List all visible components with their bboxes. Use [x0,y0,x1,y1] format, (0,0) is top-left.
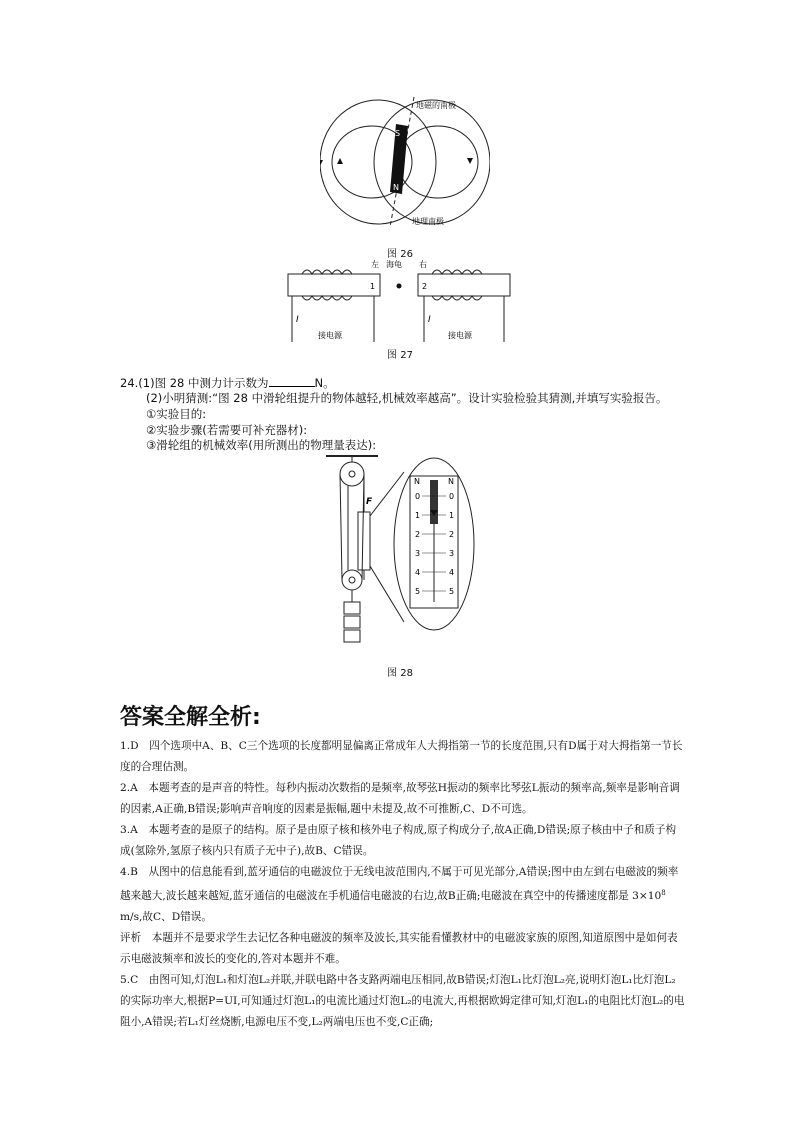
scale-label-right-2: 2 [449,530,455,539]
scale-label-left-2: 2 [415,530,421,539]
power-label-right: 接电源 [448,331,472,340]
current-label-right: I [428,315,431,325]
figure-28 [318,452,484,656]
answer-4-tail: m/s,故C、D错误。 [120,911,212,923]
scale-label-right-1: 1 [449,511,455,520]
turtle-label: 海龟 [386,260,402,269]
answer-4-note: 评析 本题并不是要求学生去记忆各种电磁波的频率及波长,其实能看懂教材中的电磁波家族的原图,知道原图中是如何表示电磁波频率和波长的变化的,答对本题并不难。 [120,932,678,965]
pole-n-label: N [393,183,399,192]
answer-block [120,736,685,1033]
left-label: 左 [371,260,379,269]
scale-label-left-5: 5 [415,587,421,596]
question-24-line2: (2)小明猜测:“图 28 中滑轮组提升的物体越轻,机械效率越高”。设计实验检验其猜测,并填写实验报告。 [146,391,668,405]
geomagnetic-south-label: 地磁的南极 [416,101,456,110]
question-24-item1: ①实验目的: [146,407,207,421]
scale-label-left-3: 3 [415,549,421,558]
figure-27-caption: 图 27 [387,350,413,361]
scale-label-left-4: 4 [415,568,421,577]
force-label: F [366,497,373,507]
q24-suffix: N。 [314,376,335,390]
answers-heading: 答案全解全析: [120,705,261,730]
answer-5: 5.C 由图可知,灯泡L₁和灯泡L₂并联,并联电路中各支路两端电压相同,故B错误;灯泡L₁比灯泡L₂亮,说明灯泡L₁比灯泡L₂的实际功率大,根据P=UI,可知通过灯泡L₁的电流比通过灯泡L₂的电流大,再根据欧姆定律可知,灯泡L₁的电阻比灯泡L₂的电阻小,A错误;若L₁灯丝烧断,电源电压不变,L₂两端电压也不变,C正确; [120,974,685,1028]
figure-26 [320,92,490,232]
question-24-item3: ③滑轮组的机械效率(用所测出的物理量表达): [146,438,377,452]
right-label: 右 [419,260,427,269]
scale-label-left-1: 1 [415,511,421,520]
scale-label-right-0: 0 [449,492,455,501]
answer-1: 1.D 四个选项中A、B、C三个选项的长度都明显偏离正常成年人大拇指第一节的长度范围,只有D属于对大拇指第一节长度的合理估测。 [120,740,683,773]
pole-s-label: S [395,129,401,138]
answer-2: 2.A 本题考查的是声音的特性。每秒内振动次数指的是频率,故琴弦H振动的频率比琴弦L振动的频率高,频率是影响音调的因素,A正确,B错误;影响声音响度的因素是振幅,题中未提及,故不可推断,C、D不可选。 [120,782,680,815]
scale-label-left-0: 0 [415,492,421,501]
q24-prefix: 24.(1)图 28 中测力计示数为 [120,376,269,390]
answer-4 [120,862,685,928]
current-label-left: I [296,315,299,325]
figure-28-caption: 图 28 [387,668,413,679]
coil-2-label: 2 [422,282,428,291]
answer-4-text: 4.B 从图中的信息能看到,蓝牙通信的电磁波位于无线电波范围内,不属于可见光部分,A错误;图中由左到右电磁波的频率越来越大,波长越来越短,蓝牙通信的电磁波在手机通信电磁波的右边,故B正确;电磁波在真空中的传播速度都是 3×10 [120,866,679,902]
unit-right: N [448,477,454,486]
question-24-line1 [120,375,335,391]
answer-blank [269,376,315,387]
question-24-item2: ②实验步骤(若需要可补充器材): [146,423,308,437]
geographic-south-label: 地理南极 [412,217,444,226]
figure-26-caption: 图 26 [387,249,413,260]
unit-left: N [414,477,420,486]
scale-label-right-5: 5 [449,587,455,596]
scale-label-right-3: 3 [449,549,455,558]
answer-3: 3.A 本题考查的是原子的结构。原子是由原子核和核外电子构成,原子构成分子,故A正确,D错误;原子核由中子和质子构成(氢除外,氢原子核内只有质子无中子),故B、C错误。 [120,824,677,857]
figure-27 [282,256,518,344]
power-label-left: 接电源 [318,331,342,340]
scale-label-right-4: 4 [449,568,455,577]
coil-1-label: 1 [370,282,376,291]
answer-4-exponent: 8 [661,889,666,897]
